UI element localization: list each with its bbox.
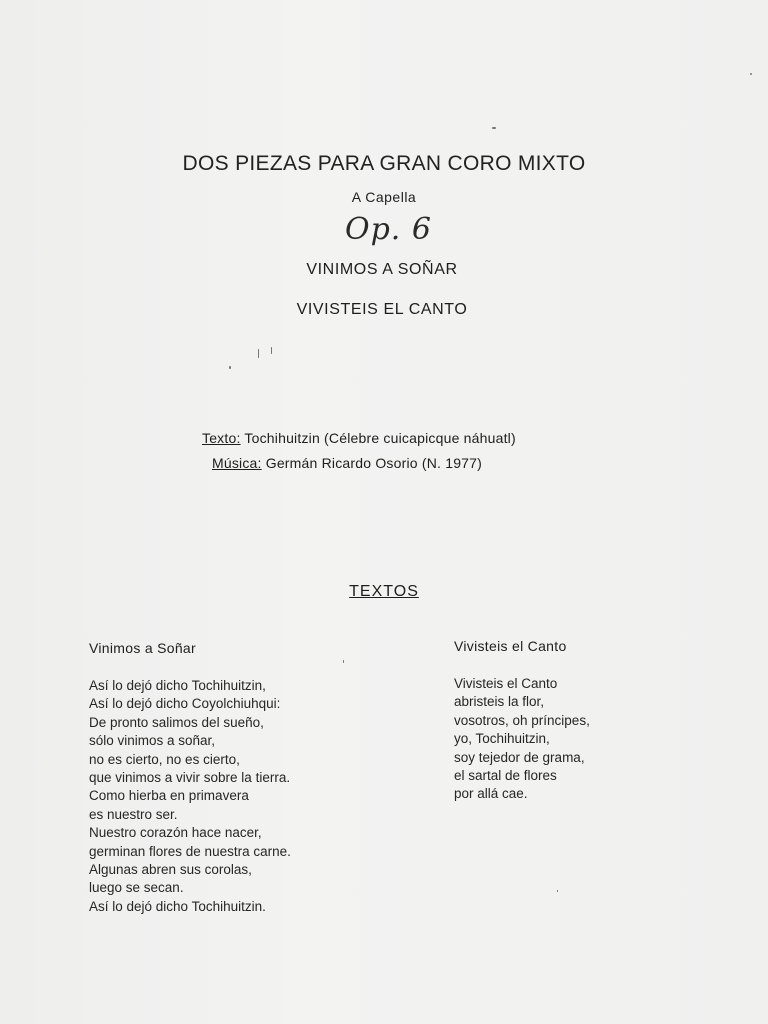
poem-line: germinan flores de nuestra carne.	[89, 843, 291, 859]
document-title: DOS PIEZAS PARA GRAN CORO MIXTO	[182, 152, 586, 175]
poem-line: Así lo dejó dicho Tochihuitzin.	[89, 898, 266, 914]
poem-line: yo, Tochihuitzin,	[454, 731, 550, 747]
poem-vinimos	[89, 677, 291, 916]
music-credit-value: Germán Ricardo Osorio (N. 1977)	[265, 455, 483, 471]
scan-speck	[750, 73, 752, 75]
document-subtitle: A Capella	[351, 189, 417, 205]
poem-line: Así lo dejó dicho Tochihuitzin,	[89, 678, 266, 693]
poem-line: Nuestro corazón hace nacer,	[89, 825, 262, 841]
piece-title-2: VIVISTEIS EL CANTO	[296, 301, 468, 318]
poem-line: De pronto salimos del sueño,	[89, 714, 264, 730]
music-credit-label: Música:	[212, 455, 262, 471]
poem-line: luego se secan.	[89, 880, 184, 896]
poem-line: es nuestro ser.	[89, 806, 178, 822]
poem-line: que vinimos a vivir sobre la tierra.	[89, 770, 291, 786]
textos-heading: TEXTOS	[349, 583, 419, 600]
handwritten-opus-number: Op. 6	[345, 212, 432, 247]
scan-speck	[492, 127, 496, 129]
poem-line: abristeis la flor,	[454, 694, 545, 710]
piece-title-1: VINIMOS A SOÑAR	[306, 261, 458, 278]
poem-line: Algunas abren sus corolas,	[89, 862, 252, 878]
poem-title-vivisteis: Vivisteis el Canto	[454, 638, 567, 654]
poem-line: soy tejedor de grama,	[454, 749, 585, 765]
poem-line: por allá cae.	[454, 786, 528, 802]
text-credit	[202, 430, 516, 446]
music-credit	[212, 455, 482, 471]
poem-title-vinimos: Vinimos a Soñar	[89, 640, 196, 656]
poem-vivisteis	[454, 675, 590, 804]
poem-line: no es cierto, no es cierto,	[89, 751, 240, 767]
poem-line: Vivisteis el Canto	[454, 676, 558, 691]
text-credit-label: Texto:	[202, 430, 241, 446]
poem-line: sólo vinimos a soñar,	[89, 733, 216, 749]
poem-line: vosotros, oh príncipes,	[454, 712, 590, 728]
poem-line: el sartal de flores	[454, 768, 557, 784]
scan-speck	[557, 890, 558, 892]
scan-speck	[258, 349, 259, 358]
poem-line: Así lo dejó dicho Coyolchiuhqui:	[89, 696, 281, 712]
poem-line: Como hierba en primavera	[89, 788, 249, 804]
text-credit-value: Tochihuitzin (Célebre cuicapicque náhuatl)	[244, 430, 516, 446]
scan-speck	[271, 347, 272, 354]
scan-speck	[229, 366, 231, 369]
scan-speck	[343, 660, 344, 663]
